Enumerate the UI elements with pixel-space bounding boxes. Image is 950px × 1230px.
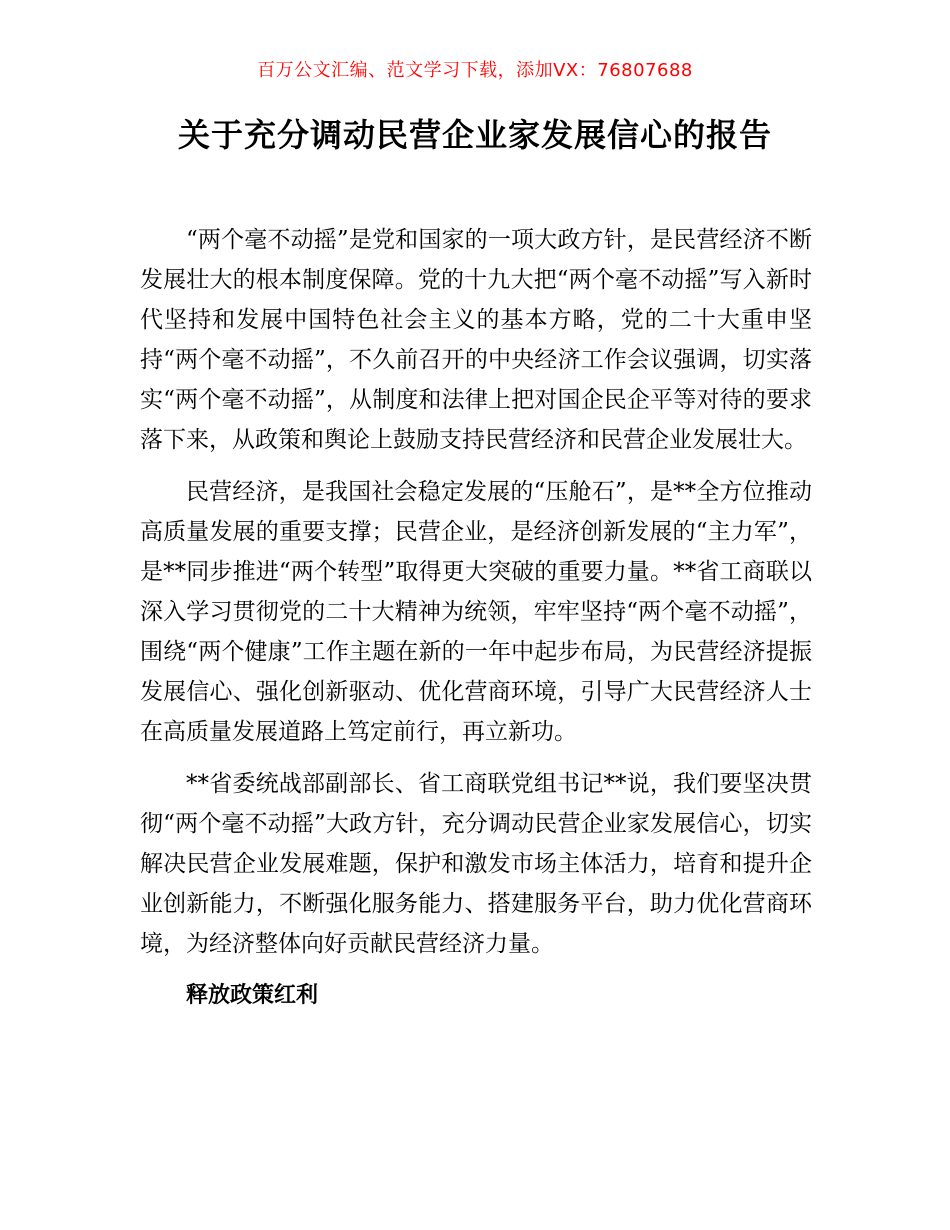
document-title: 关于充分调动民营企业家发展信心的报告 xyxy=(177,116,772,154)
header-watermark-note: 百万公文汇编、范文学习下载，添加VX：76807688 xyxy=(257,60,693,81)
body-paragraph-1: “两个毫不动摇”是党和国家的一项大政方针，是民营经济不断发展壮大的根本制度保障。党的十九大把“两个毫不动摇”写入新时代坚持和发展中国特色社会主义的基本方略，党的二十大重申坚持“两个毫不动摇”，不久前召开的中央经济工作会议强调，切实落实“两个毫不动摇”，从制度和法律上把对国企民企平等对待的要求落下来，从政策和舆论上鼓励支持民营经济和民营企业发展壮大。 xyxy=(140,227,812,453)
body-paragraph-2: 民营经济，是我国社会稳定发展的“压舱石”，是**全方位推动高质量发展的重要支撑；民营企业，是经济创新发展的“主力军”，是**同步推进“两个转型”取得更大突破的重要力量。**省工商联以深入学习贯彻党的二十大精神为统领，牢牢坚持“两个毫不动摇”，围绕“两个健康”工作主题在新的一年中起步布局，为民营经济提振发展信心、强化创新驱动、优化营商环境，引导广大民营经济人士在高质量发展道路上笃定前行，再立新功。 xyxy=(140,479,812,745)
body-paragraph-3: **省委统战部副部长、省工商联党组书记**说，我们要坚决贯彻“两个毫不动摇”大政方针，充分调动民营企业家发展信心，切实解决民营企业发展难题，保护和激发市场主体活力，培育和提升企业创新能力，不断强化服务能力、搭建服务平台，助力优化营商环境，为经济整体向好贡献民营经济力量。 xyxy=(140,771,812,957)
document-body xyxy=(140,220,812,1016)
section-heading: 释放政策红利 xyxy=(186,983,319,1008)
